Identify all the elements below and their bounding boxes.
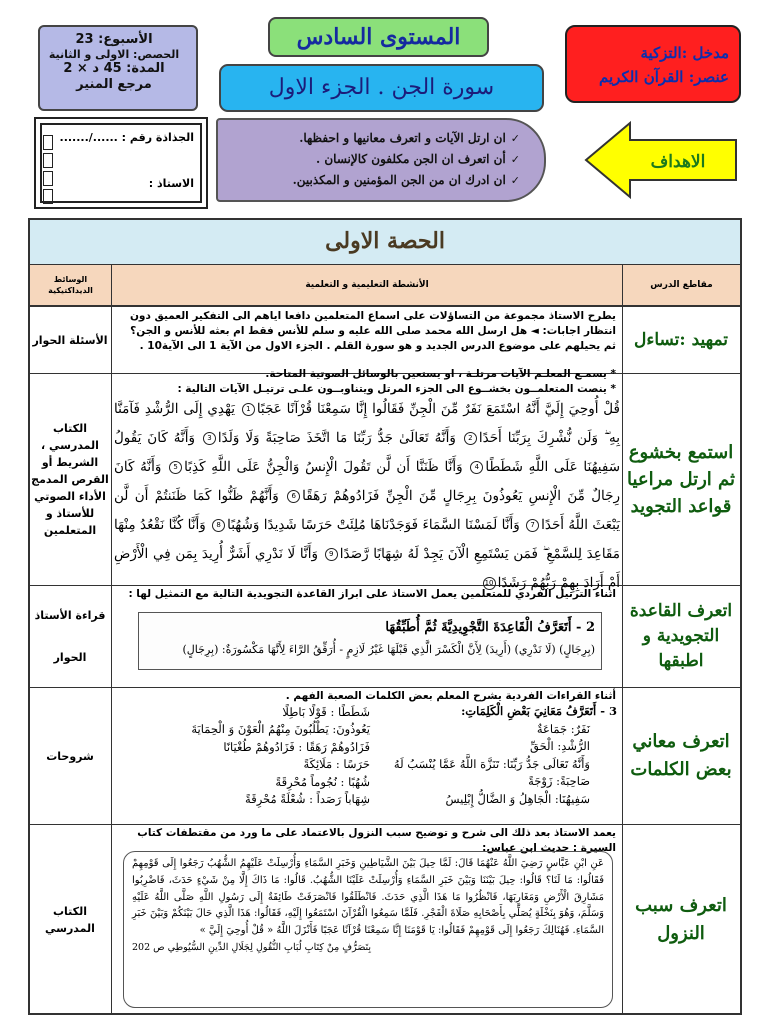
- tajweed-rule-box: [138, 612, 602, 670]
- media-cell: [30, 586, 110, 687]
- rule-body: (بِرِجَالٍ) (لَا نَدْرِي) (أَرِيدَ) لِأَنَّ الْكَسْرَ الَّذِي قَبْلَهَا غَيْرُ لَازِمٍ - أُرَقِّقُ الرَّاءَ لِأَنَّهَا مَكْسُورَةٌ: (بِرِجَالٍ): [182, 643, 595, 656]
- verse-number-icon: 8: [212, 519, 225, 532]
- phase-label: استمع بخشوع ثم ارتل مراعيا قواعد التجويد: [626, 442, 736, 517]
- teacher-label: الاستاذ :: [148, 177, 194, 190]
- corner-square: [43, 171, 53, 186]
- quran-verses: قُلْ أُوحِيَ إِلَيَّ أَنَّهُ اسْتَمَعَ نَفَرٌ مِّنَ الْجِنِّ فَقَالُوا إِنَّا سَمِعْنَا قُرْآنًا عَجَبًا1 يَهْدِي إِلَى الرُّشْدِ فَآمَنَّا بِهِ ۖ وَلَن نُّشْرِكَ بِرَبِّنَا أَحَدًا2 وَأَنَّهُ تَعَالَىٰ جَدُّ رَبِّنَا مَا اتَّخَذَ صَاحِبَةً وَلَا وَلَدًا3 وَأَنَّهُ كَانَ يَقُولُ سَفِيهُنَا عَلَى اللَّهِ شَطَطًا4 وَأَنَّا ظَنَنَّا أَن لَّن تَقُولَ الْإِنسُ وَالْجِنُّ عَلَى اللَّهِ كَذِبًا5 وَأَنَّهُ كَانَ رِجَالٌ مِّنَ الْإِنسِ يَعُوذُونَ بِرِجَالٍ مِّنَ الْجِنِّ فَزَادُوهُمْ رَهَقًا6 وَأَنَّهُمْ ظَنُّوا كَمَا ظَنَنتُمْ أَن لَّن يَبْعَثَ اللَّهُ أَحَدًا7 وَأَنَّا لَمَسْنَا السَّمَاءَ فَوَجَدْنَاهَا مُلِئَتْ حَرَسًا شَدِيدًا وَشُهُبًا8 وَأَنَّا كُنَّا نَقْعُدُ مِنْهَا مَقَاعِدَ لِلسَّمْعِ ۖ فَمَن يَسْتَمِعِ الْآنَ يَجِدْ لَهُ شِهَابًا رَّصَدًا9 وَأَنَّا لَا نَدْرِي أَشَرٌّ أُرِيدَ بِمَن فِي الْأَرْضِ أَمْ أَرَادَ بِهِمْ رَبُّهُمْ رَشَدًا10: [114, 401, 621, 591]
- header-phases: مقاطع الدرس: [623, 265, 740, 306]
- vocab-item: صَاحِبَةً: زَوْجَةً: [528, 774, 590, 789]
- level-box: [268, 17, 489, 57]
- phase-label: اتعرف القاعدة التجويدية و اطبقها: [629, 601, 733, 671]
- vocab-list-right: [370, 721, 590, 808]
- hadith-line: طَائِفَةٌ إِلَى رَسُولِ اللَّهِ صَلَّى اللَّهُ عَلَيْهِ وَسَلَّمَ، وَهُوَ بِنَخْلَةٍ يُصَلِّي بِأَصْحَابِهِ صَلَاةَ الْفَجْرِ. فَلَمَّا سَمِعُوا الْقُرْآنَ اسْتَمَعُوا إِلَيْهِ،: [132, 891, 604, 920]
- vocab-item: شِهَاباً رَصَداً : شُعْلَةً مُحْرِقَةً: [245, 792, 370, 807]
- vocab-item: فَزَادُوهُمْ رَهَقًا : فَزَادُوهُمْ طُغْيَانًا: [223, 739, 370, 754]
- vocab-list-left: [160, 704, 370, 808]
- phase-cell: [623, 825, 739, 1015]
- sheet-box: [34, 117, 208, 209]
- media-cell: [30, 374, 110, 585]
- check-icon: ✓: [510, 132, 520, 145]
- corner-square: [43, 189, 53, 204]
- hadith-line: فَأَنْزَلَ اللَّهُ « قُلْ أُوحِيَ إِلَيَّ »: [199, 925, 318, 937]
- verse-number-icon: 2: [464, 432, 477, 445]
- media-label: الحوار: [53, 651, 87, 665]
- activity-text: أثناء القراءات الفردية يشرح المعلم بعض الكلمات الصعبة الفهم .: [285, 690, 616, 702]
- vocab-item: شَطَطًا : قَوْلًا بَاطِلًا: [282, 705, 370, 719]
- verse-number-icon: 1: [242, 403, 255, 416]
- element-line: عنصر: القرآن الكريم: [599, 68, 729, 86]
- media-cell: [30, 825, 110, 1015]
- activity-text: يعمد الاستاذ بعد ذلك الى شرح و توضيح سبب النزول بالاعتماد على ما ورد من مقتطفات كتاب السيرة : حديث ابن عباس:: [137, 827, 616, 854]
- session-title: الحصة الاولى: [325, 228, 445, 254]
- reference-label: مرجع المنير: [76, 77, 152, 92]
- phase-cell: [623, 586, 739, 687]
- hadith-line: فَقَالُوا: مَا لَنَا؟ قَالُوا: حِيلَ بَيْنَنَا وَبَيْنَ خَبَرِ السَّمَاءِ وَأُرْسِلَتْ عَلَيْنَا الشُّهُبُ. قَالُوا: مَا ذَاكَ إِلَّا مِنْ شَيْءٍ حَدَثَ، فَاضْرِبُوا مَشَارِقَ الْأَرْضِ وَمَغَارِبَهَا، فَانْظُرُوا مَا هَذَا الَّذِي حَدَثَ. فَانْطَلَقُوا فَانْصَرَفَتْ: [132, 874, 604, 903]
- header-activities: الأنشطة التعليمية و التعلمية: [112, 265, 622, 306]
- header-media: الوسائط الديداكتيكية: [30, 265, 111, 306]
- vocab-title: 3 - أَتَعَرَّفُ مَعَانِيَ بَعْضِ الْكَلِمَاتِ:: [461, 704, 617, 718]
- hadith-line: فَقَالُوا: هَذَا الَّذِي حَالَ بَيْنَكُمْ وَبَيْنَ خَبَرِ السَّمَاءِ. فَهُنَالِكَ رَجَعُوا إِلَى قَوْمِهِمْ فَقَالُوا: يَا قَوْمَنَا إِنَّا سَمِعْنَا قُرْآنًا عَجَبًا: [132, 908, 604, 937]
- verse-number-icon: 5: [169, 461, 182, 474]
- phase-cell: [623, 374, 739, 585]
- activity-text: يطرح الاستاذ مجموعة من التساؤلات على اسماع المتعلمين دافعا اياهم الى التفكير العميق دون انتظار اجابات: ◄ هل ارسل الله محمد صلى الله عليه و سلم للأنس فقط ام بعثه للأنس و الجن؟ ثم يحيلهم على موضوع الدرس الجديد و هو سورة القلم . الجزء الاول من الآية 1 الى الآية10 .: [129, 310, 616, 352]
- entry-line: مدخل :التزكية: [640, 44, 729, 62]
- entry-box: [565, 25, 741, 103]
- sessions-label: الحصص: الاولى و الثانية: [48, 48, 180, 61]
- media-label: الكتاب المدرسي ، الشريط أو القرص المدمج الأداء الصوتي للأستاذ و المتعلمين: [31, 422, 109, 537]
- hadith-line: عَنِ ابْنِ عَبَّاسٍ رَضِيَ اللَّهُ عَنْهُمَا قَالَ: لَمَّا حِيلَ بَيْنَ الشَّيَاطِينِ وَخَبَرِ السَّمَاءِ وَأُرْسِلَتْ عَلَيْهِمُ الشُّهُبُ رَجَعُوا إِلَى قَوْمِهِمْ: [132, 858, 604, 869]
- media-label: قراءة الأستاذ: [34, 608, 106, 622]
- lesson-title-box: [219, 64, 544, 112]
- check-icon: ✓: [510, 174, 520, 187]
- phase-label: تمهيد :تساءل: [633, 329, 729, 350]
- goals-box: [216, 118, 546, 202]
- phase-cell: [623, 307, 739, 373]
- goal-item: ✓أن اتعرف ان الجن مكلفون كالإنسان .: [316, 152, 520, 166]
- level-label: المستوى السادس: [296, 24, 461, 50]
- verse-number-icon: 4: [470, 461, 483, 474]
- activity-text: * يسمـع المعلـم الآيات مرتلـة ، او يستعين بالوسائل الصوتية المتاحة. * ينصت المتعلمــون بخشــوع الى الجزء المرتل ويتناوبــون علـى ترتيـل الآيات التالية :: [177, 368, 616, 395]
- session-title-band: [30, 220, 740, 265]
- corner-square: [43, 153, 53, 168]
- media-cell: [30, 688, 110, 824]
- vocab-item: حَرَسًا : مَلَائِكَةً: [303, 757, 370, 772]
- goal-item: ✓ان ادرك ان من الجن المؤمنين و المكذبين.: [292, 173, 520, 187]
- media-cell: [30, 307, 110, 373]
- vocab-item: نَفَرٌ: جَمَاعَةٌ: [536, 722, 590, 736]
- media-label: الأسئلة الحوار: [32, 333, 108, 347]
- verse-number-icon: 3: [203, 432, 216, 445]
- verse-number-icon: 6: [287, 490, 300, 503]
- column-divider: [111, 265, 112, 1015]
- hadith-box: [123, 851, 613, 1008]
- hadith-source: بِتَصَرُّفٍ مِنْ كِتَابِ لُبَابِ النُّقُولِ لِجَلَالِ الدِّينِ السُّيُوطِي ص 202: [132, 941, 372, 953]
- info-box: [38, 25, 198, 111]
- goals-arrow-label: الاهداف: [650, 152, 706, 172]
- media-label: شروحات: [46, 749, 94, 763]
- verse-number-icon: 7: [526, 519, 539, 532]
- phase-label: اتعرف معاني بعض الكلمات: [630, 731, 732, 780]
- verse-number-icon: 9: [325, 548, 338, 561]
- goals-arrow: [582, 120, 740, 200]
- verse-number-icon: 10: [483, 577, 496, 590]
- lesson-table: [28, 218, 742, 1015]
- vocab-item: شُهُبًا : نُجُوماً مُحْرِقَةً: [275, 774, 370, 789]
- vocab-item: سَفِيهُنَا: الْجَاهِلُ وَ الضَّالُّ إِبْلِيسُ: [445, 791, 590, 806]
- activity-text: اثناء الترتيل الفردي للمتعلمين يعمل الاستاذ على ابراز القاعدة التجويدية التالية مع التمثيل لها :: [128, 588, 616, 600]
- media-label: الكتاب المدرسي: [45, 905, 95, 935]
- lesson-title: سورة الجن . الجزء الاول: [268, 75, 495, 100]
- vocab-item: يَعُوذُونَ: يَطْلُبُونَ مِنْهُمُ الْعَوْنَ وَ الْحِمَايَةَ: [191, 722, 370, 737]
- corner-square: [43, 135, 53, 150]
- sheet-number-label: الجذاذة رقم : ....../.......: [59, 131, 194, 144]
- week-label: الأسبوع: 23: [75, 32, 153, 47]
- check-icon: ✓: [510, 153, 520, 166]
- vocab-item: الرُّشْدِ: الْحَقِّ: [530, 739, 590, 754]
- rule-title: 2 - أَتَعَرَّفُ الْقَاعِدَةَ التَّجْوِيدِيَّةَ ثُمَّ أُطَبِّقُهَا: [385, 620, 595, 635]
- phase-cell: [623, 688, 739, 824]
- goal-item: ✓ان ارتل الآيات و اتعرف معانيها و احفظها.: [299, 131, 520, 145]
- vocab-item: وَأَنَّهُ تَعَالَى جَدُّ رَبِّنَا: تَنَزَّهَ اللَّهُ عَمَّا يُنْسَبُ لَهُ: [393, 756, 590, 771]
- duration-label: المدة: 45 د × 2: [63, 61, 165, 76]
- phase-label: اتعرف سبب النزول: [635, 895, 727, 944]
